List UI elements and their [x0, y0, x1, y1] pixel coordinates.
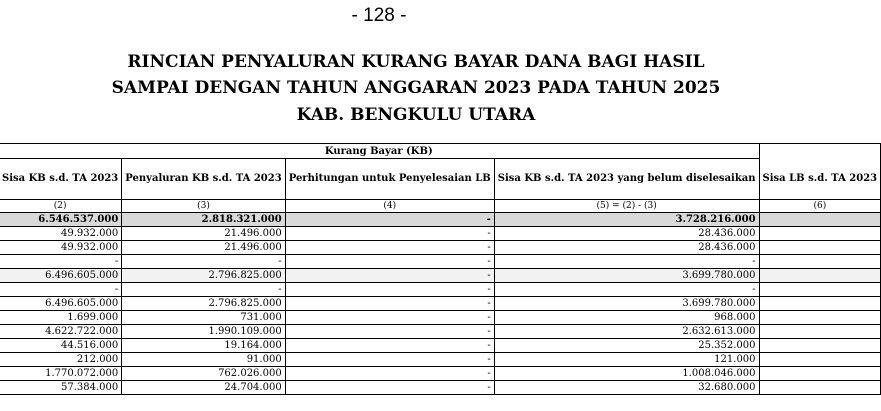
table-cell-c2: 6.496.605.000 — [0, 297, 122, 311]
table-cell-c6 — [759, 367, 881, 381]
table-cell-c2: 1.770.072.000 — [0, 367, 122, 381]
table-cell-c6 — [759, 255, 881, 269]
report-title-line-1: RINCIAN PENYALURAN KURANG BAYAR DANA BAGI HASIL — [127, 52, 705, 72]
report-title-line-2: SAMPAI DENGAN TAHUN ANGGARAN 2023 PADA TAHUN 2025 — [111, 78, 721, 98]
table-cell-c5: - — [494, 255, 759, 269]
table-cell-c6 — [759, 311, 881, 325]
table-cell-c3: 1.990.109.000 — [122, 325, 285, 339]
table-cell-c4: - — [285, 241, 494, 255]
table-cell-c5: 3.699.780.000 — [494, 269, 759, 283]
table-cell-c3: 762.026.000 — [122, 367, 285, 381]
table-cell-c3: 19.164.000 — [122, 339, 285, 353]
table-cell-c6 — [759, 213, 881, 227]
table-cell-c3: 2.796.825.000 — [122, 297, 285, 311]
table-cell-c5: 1.008.046.000 — [494, 367, 759, 381]
table-cell-c4: - — [285, 227, 494, 241]
table-row — [0, 381, 881, 395]
table-row — [0, 227, 881, 241]
table-row — [0, 367, 881, 381]
table-row — [0, 353, 881, 367]
table-cell-c4: - — [285, 381, 494, 395]
table-row — [0, 297, 881, 311]
table-cell-c6 — [759, 227, 881, 241]
col-number: (6) — [759, 200, 881, 213]
table-cell-c2: 6.546.537.000 — [0, 213, 122, 227]
table-cell-c5: 28.436.000 — [494, 227, 759, 241]
table-cell-c5: 968.000 — [494, 311, 759, 325]
table-cell-c2: - — [0, 255, 122, 269]
table-cell-c6 — [759, 297, 881, 311]
table-cell-c5: 3.699.780.000 — [494, 297, 759, 311]
col-number: (4) — [285, 200, 494, 213]
table-cell-c2: 49.932.000 — [0, 227, 122, 241]
table-row — [0, 269, 881, 283]
table-row — [0, 283, 881, 297]
col-header-perhitungan-lb: Perhitungan untuk Penyelesaian LB — [285, 159, 494, 200]
table-cell-c3: 2.818.321.000 — [122, 213, 285, 227]
report-title-line-3: KAB. BENGKULU UTARA — [296, 105, 536, 125]
col-number: (5) = (2) - (3) — [494, 200, 759, 213]
table-cell-c3: 731.000 — [122, 311, 285, 325]
group-header-blank — [759, 144, 881, 159]
table-cell-c2: 4.622.722.000 — [0, 325, 122, 339]
table-cell-c4: - — [285, 269, 494, 283]
table-cell-c6 — [759, 269, 881, 283]
col-header-sisa-lb: Sisa LB s.d. TA 2023 — [759, 159, 881, 200]
table-cell-c4: - — [285, 297, 494, 311]
table-cell-c5: 3.728.216.000 — [494, 213, 759, 227]
table-cell-c4: - — [285, 213, 494, 227]
col-header-penyaluran-kb: Penyaluran KB s.d. TA 2023 — [122, 159, 285, 200]
table-cell-c6 — [759, 339, 881, 353]
table-cell-c4: - — [285, 311, 494, 325]
table-cell-c5: - — [494, 283, 759, 297]
table-row — [0, 241, 881, 255]
table-cell-c4: - — [285, 353, 494, 367]
table-row — [0, 325, 881, 339]
table-cell-c5: 25.352.000 — [494, 339, 759, 353]
page-number: - 128 - — [351, 5, 407, 26]
table-cell-c2: 57.384.000 — [0, 381, 122, 395]
col-number: (3) — [122, 200, 285, 213]
table-cell-c2: - — [0, 283, 122, 297]
table-cell-c4: - — [285, 255, 494, 269]
table-cell-c6 — [759, 283, 881, 297]
table-cell-c5: 2.632.613.000 — [494, 325, 759, 339]
group-header-kurang-bayar: Kurang Bayar (KB) — [0, 144, 759, 159]
table-cell-c3: 24.704.000 — [122, 381, 285, 395]
table-cell-c6 — [759, 381, 881, 395]
table-cell-c4: - — [285, 325, 494, 339]
table-cell-c4: - — [285, 367, 494, 381]
table-cell-c6 — [759, 353, 881, 367]
table-cell-c6 — [759, 325, 881, 339]
table-cell-c2: 1.699.000 — [0, 311, 122, 325]
table-cell-c4: - — [285, 283, 494, 297]
col-header-sisa-kb: Sisa KB s.d. TA 2023 — [0, 159, 122, 200]
table-cell-c3: 91.000 — [122, 353, 285, 367]
table-cell-c5: 32.680.000 — [494, 381, 759, 395]
table-cell-c3: 2.796.825.000 — [122, 269, 285, 283]
table-row-total — [0, 213, 881, 227]
table-cell-c3: 21.496.000 — [122, 241, 285, 255]
kurang-bayar-table — [0, 143, 881, 395]
table-cell-c3: - — [122, 283, 285, 297]
table-cell-c5: 121.000 — [494, 353, 759, 367]
col-header-sisa-kb-belum: Sisa KB s.d. TA 2023 yang belum diselesaikan — [494, 159, 759, 200]
table-row — [0, 255, 881, 269]
table-cell-c4: - — [285, 339, 494, 353]
table-cell-c6 — [759, 241, 881, 255]
table-cell-c2: 49.932.000 — [0, 241, 122, 255]
table-row — [0, 339, 881, 353]
table-row — [0, 311, 881, 325]
col-number: (2) — [0, 200, 122, 213]
table-cell-c2: 6.496.605.000 — [0, 269, 122, 283]
table-cell-c5: 28.436.000 — [494, 241, 759, 255]
table-cell-c3: - — [122, 255, 285, 269]
table-cell-c2: 44.516.000 — [0, 339, 122, 353]
table-cell-c3: 21.496.000 — [122, 227, 285, 241]
table-cell-c2: 212.000 — [0, 353, 122, 367]
